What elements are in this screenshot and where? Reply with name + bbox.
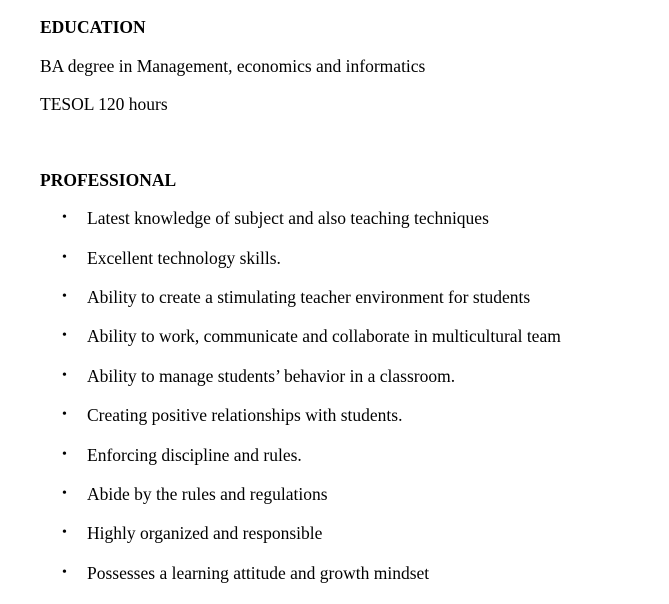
list-item-text: Ability to work, communicate and collaborate in multicultural team <box>87 326 561 346</box>
list-item-text: Excellent technology skills. <box>87 248 281 268</box>
bullet-icon: • <box>62 565 67 580</box>
list-item <box>0 208 669 230</box>
list-item <box>0 445 669 467</box>
bullet-icon: • <box>62 447 67 462</box>
list-item-text: Abide by the rules and regulations <box>87 484 328 504</box>
bullet-icon: • <box>62 368 67 383</box>
list-item <box>0 563 669 585</box>
bullet-icon: • <box>62 289 67 304</box>
list-item-text: Creating positive relationships with students. <box>87 405 403 425</box>
education-heading: EDUCATION <box>40 17 146 37</box>
list-item <box>0 248 669 270</box>
list-item-text: Latest knowledge of subject and also teaching techniques <box>87 208 489 228</box>
professional-heading: PROFESSIONAL <box>40 170 177 190</box>
list-item-text: Ability to create a stimulating teacher environment for students <box>87 287 531 307</box>
list-item-text: Possesses a learning attitude and growth mindset <box>87 563 430 583</box>
education-line: BA degree in Management, economics and informatics <box>40 56 426 76</box>
list-item <box>0 326 669 348</box>
bullet-icon: • <box>62 250 67 265</box>
list-item <box>0 405 669 427</box>
list-item-text: Enforcing discipline and rules. <box>87 445 302 465</box>
list-item <box>0 287 669 309</box>
bullet-icon: • <box>62 525 67 540</box>
list-item <box>0 523 669 545</box>
bullet-icon: • <box>62 210 67 225</box>
list-item-text: Highly organized and responsible <box>87 523 323 543</box>
list-item <box>0 484 669 506</box>
list-item <box>0 366 669 388</box>
bullet-icon: • <box>62 486 67 501</box>
education-line: TESOL 120 hours <box>40 94 168 114</box>
bullet-icon: • <box>62 407 67 422</box>
bullet-icon: • <box>62 328 67 343</box>
list-item-text: Ability to manage students’ behavior in a classroom. <box>87 366 456 386</box>
